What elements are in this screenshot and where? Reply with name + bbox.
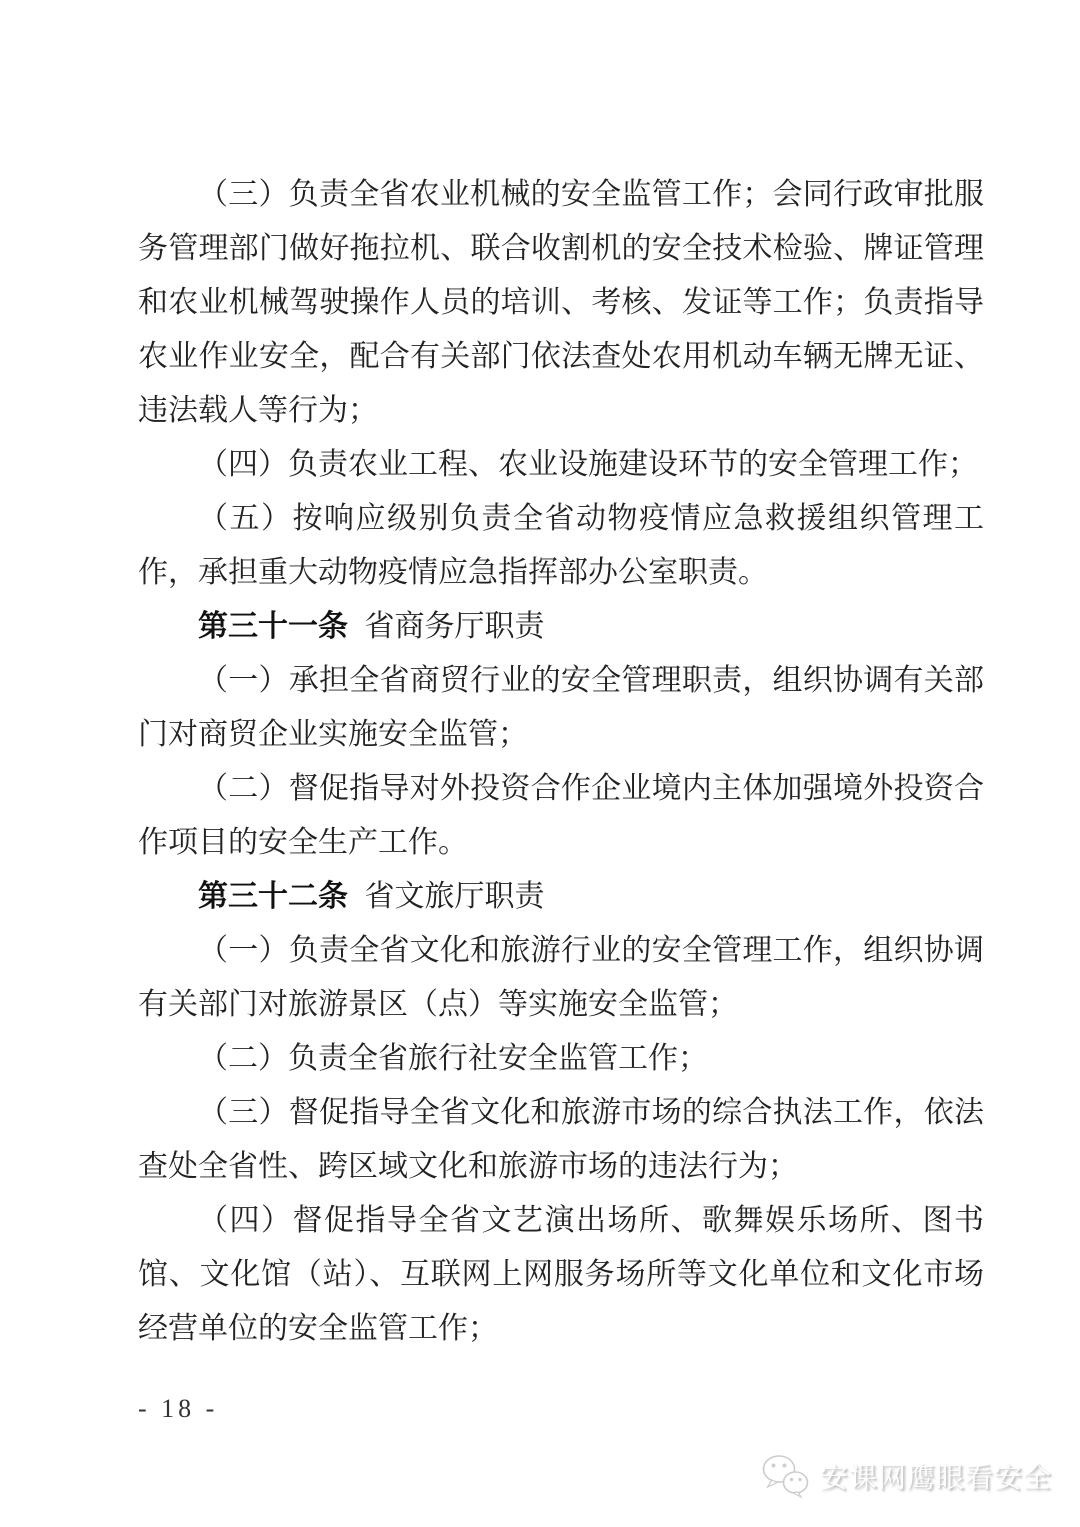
paragraph: （四）负责农业工程、农业设施建设环节的安全管理工作； bbox=[198, 448, 978, 481]
paragraph: （三）负责全省农业机械的安全监管工作；会同行政审批服务管理部门做好拖拉机、联合收割机的安全技术检验、牌证管理和农业机械驾驶操作人员的培训、考核、发证等工作；负责指导农业作业安全，配合有关部门依法查处农用机动车辆无牌无证、违法载人等行为； bbox=[138, 178, 984, 427]
watermark bbox=[760, 1448, 1052, 1504]
paragraph: （五）按响应级别负责全省动物疫情应急救援组织管理工作，承担重大动物疫情应急指挥部办公室职责。 bbox=[138, 502, 984, 589]
document-body bbox=[138, 168, 984, 1356]
paragraph: （二）督促指导对外投资合作企业境内主体加强境外投资合作项目的安全生产工作。 bbox=[138, 772, 984, 859]
article-title: 省商务厅职责 bbox=[364, 610, 545, 643]
paragraph: （一）负责全省文化和旅游行业的安全管理工作，组织协调有关部门对旅游景区（点）等实施安全监管； bbox=[138, 934, 984, 1021]
paragraph: （三）督促指导全省文化和旅游市场的综合执法工作，依法查处全省性、跨区域文化和旅游市场的违法行为； bbox=[138, 1096, 984, 1183]
watermark-text: 安课网鹰眼看安全 bbox=[819, 1462, 1052, 1493]
paragraph: （一）承担全省商贸行业的安全管理职责，组织协调有关部门对商贸企业实施安全监管； bbox=[138, 664, 984, 751]
wechat-icon bbox=[760, 1453, 810, 1499]
article-number: 第三十二条 bbox=[198, 880, 348, 913]
article-title: 省文旅厅职责 bbox=[364, 880, 545, 913]
paragraph: （二）负责全省旅行社安全监管工作； bbox=[198, 1042, 708, 1075]
article-heading bbox=[138, 600, 984, 654]
page-number: - 18 - bbox=[138, 1394, 219, 1423]
article-heading bbox=[138, 870, 984, 924]
article-number: 第三十一条 bbox=[198, 610, 348, 643]
paragraph: （四）督促指导全省文艺演出场所、歌舞娱乐场所、图书馆、文化馆（站）、互联网上网服务场所等文化单位和文化市场经营单位的安全监管工作； bbox=[138, 1204, 984, 1345]
